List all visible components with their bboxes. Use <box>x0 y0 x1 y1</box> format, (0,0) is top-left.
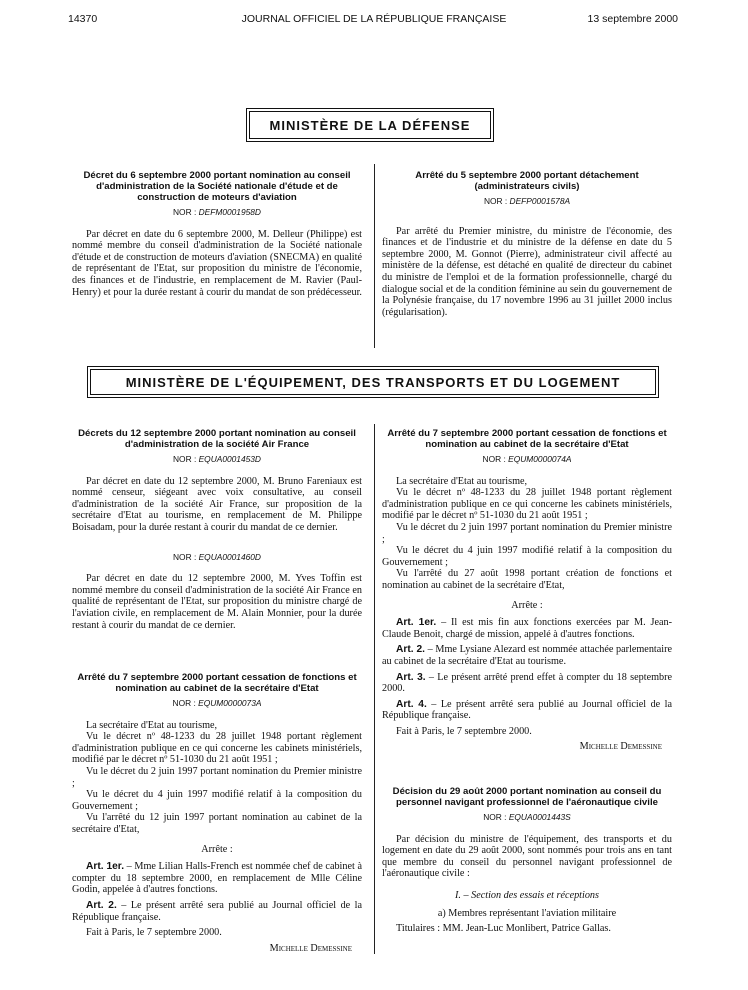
nor-code: EQUA0001453D <box>198 454 261 464</box>
nor-code: EQUA0001460D <box>198 551 261 562</box>
page-header <box>0 10 748 26</box>
visa-line: Vu le décret nº 48-1233 du 28 juillet 1948 portant règlement d'administration publique en ce qui concerne les cabinets ministériels, modifié par le décret nº 51-1030 du 21 août 1951 ; <box>382 487 672 522</box>
decree-body-a: Par décret en date du 12 septembre 2000, M. Bruno Fareniaux est nommé censeur, siégeant avec voix consultative, au conseil d'administration de la société Air France, sur proposition de la secrétaire d'Etat au tourisme, en remplacement de M. Philippe Boisadam, pour la durée restant à courir du mandat de ce dernier. <box>72 475 362 533</box>
visa-line: Vu le décret du 4 juin 1997 modifié relatif à la composition du Gouvernement ; <box>72 789 362 812</box>
arrete-label: Arrête : <box>511 599 543 611</box>
ministry-defense-title: MINISTÈRE DE LA DÉFENSE <box>249 111 491 139</box>
nor-code: EQUM0000073A <box>198 698 262 708</box>
done-at: Fait à Paris, le 7 septembre 2000. <box>86 927 222 939</box>
journal-title: JOURNAL OFFICIEL DE LA RÉPUBLIQUE FRANÇAISE <box>241 13 507 25</box>
decision-personnel-navigant <box>382 786 672 935</box>
article-text: – Le présent arrêté sera publié au Journal officiel de la République française. <box>72 899 363 923</box>
decrees-title: Décrets du 12 septembre 2000 portant nomination au conseil d'administration de la société Air France <box>78 428 356 450</box>
nor-label: NOR : <box>172 698 196 708</box>
ministry-equipment-heading <box>87 366 659 398</box>
nor-reference <box>72 698 362 710</box>
titulaires-line: Titulaires : MM. Jean-Luc Monlibert, Patrice Gallas. <box>396 923 611 935</box>
visa-line: Vu le décret nº 48-1233 du 28 juillet 1948 portant règlement d'administration publique en ce qui concerne les cabinets ministériels, modifié par le décret nº 51-1030 du 21 août 1951 ; <box>72 731 362 766</box>
ministry-equipment-title: MINISTÈRE DE L'ÉQUIPEMENT, DES TRANSPORTS ET DU LOGEMENT <box>90 369 656 395</box>
decree-snecma <box>72 170 362 298</box>
article-label: Art. 1er. <box>86 861 125 873</box>
nor-label: NOR : <box>482 454 506 464</box>
nor-code: EQUM0000074A <box>508 454 572 464</box>
nor-reference <box>382 196 672 208</box>
column-divider <box>374 164 375 348</box>
page-number: 14370 <box>68 13 98 25</box>
arrete-detachement <box>382 170 672 318</box>
nor-label: NOR : <box>173 551 197 562</box>
subsection-heading: a) Membres représentant l'aviation militaire <box>437 907 617 919</box>
nor-reference-b <box>72 552 362 564</box>
arrete-body: Par arrêté du Premier ministre, du ministre de l'économie, des finances et de l'industrie et du ministre de la défense en date du 5 septembre 2000, M. Gonnot (Pierre), administrateur civil affecté au ministère de la défense, est détaché en qualité de directeur du cabinet du ministre de l'emploi et de la formation professionnelle, chargé du dialogue social et de la condition féminine au sein du gouvernement de la Polynésie française, du 17 novembre 1996 au 31 juillet 2000 inclus (régularisation). <box>382 225 672 318</box>
article-text: – Mme Lilian Halls-French est nommée chef de cabinet à compter du 18 septembre 2000, en remplacement de Mlle Céline Godin, appelée à d'autres fonctions. <box>72 861 362 896</box>
article-4 <box>382 699 672 722</box>
signature: Michelle Demessine <box>579 741 662 753</box>
arrete-title: Arrêté du 5 septembre 2000 portant détachement (administrateurs civils) <box>415 170 639 192</box>
nor-reference <box>382 812 672 824</box>
visa-line: Vu le décret du 4 juin 1997 modifié relatif à la composition du Gouvernement ; <box>382 545 672 568</box>
article-text: – Mme Lysiane Alezard est nommée attachée parlementaire au cabinet de la secrétaire d'Etat au tourisme. <box>382 644 673 667</box>
article-3 <box>382 672 672 695</box>
nor-reference <box>72 207 362 219</box>
visa-line: Vu l'arrêté du 12 juin 1997 portant nomination au cabinet de la secrétaire d'Etat, <box>72 812 362 835</box>
nor-code: DEFM0001958D <box>198 207 261 217</box>
decree-body-b: Par décret en date du 12 septembre 2000, M. Yves Toffin est nommé membre du conseil d'administration de la société Air France en qualité de représentant de l'Etat, sur proposition du ministre chargé de l'aviation civile, en remplacement de M. Alain Monnier, pour la durée restant à courir du mandat de ce dernier. <box>72 573 362 631</box>
article-text: – Le présent arrêté prend effet à compter du 18 septembre 2000. <box>382 671 673 695</box>
nor-reference-a <box>72 454 362 466</box>
ministry-defense-heading <box>246 108 494 142</box>
article-label: Art. 2. <box>86 899 117 911</box>
arrete-cabinet-2 <box>382 428 672 753</box>
article-label: Art. 3. <box>396 671 426 683</box>
arrete-label: Arrête : <box>201 843 233 855</box>
article-1 <box>72 861 362 896</box>
article-text: – Il est mis fin aux fonctions exercées par M. Jean-Claude Benoit, chargé de mission, appelé à d'autres fonctions. <box>382 617 672 640</box>
nor-label: NOR : <box>173 207 197 217</box>
article-2 <box>72 900 362 923</box>
nor-code: DEFP0001578A <box>509 196 571 206</box>
article-label: Art. 1er. <box>396 617 437 629</box>
decrees-air-france <box>72 428 362 631</box>
nor-label: NOR : <box>483 196 508 206</box>
article-2 <box>382 644 672 667</box>
arrete-title: Arrêté du 7 septembre 2000 portant cessation de fonctions et nomination au cabinet de la secrétaire d'Etat <box>77 672 357 694</box>
issue-date: 13 septembre 2000 <box>587 13 678 25</box>
visa-line: La secrétaire d'Etat au tourisme, <box>396 475 528 487</box>
arrete-title: Arrêté du 7 septembre 2000 portant cessation de fonctions et nomination au cabinet de la secrétaire d'Etat <box>387 428 667 450</box>
visa-line: La secrétaire d'Etat au tourisme, <box>86 719 218 731</box>
decree-title: Décret du 6 septembre 2000 portant nomination au conseil d'administration de la Société nationale d'étude et de construction de moteurs d'aviation <box>83 170 351 203</box>
column-divider <box>374 424 375 954</box>
done-at: Fait à Paris, le 7 septembre 2000. <box>396 725 532 737</box>
nor-label: NOR : <box>173 454 197 464</box>
arrete-cabinet-1 <box>72 672 362 954</box>
article-text: – Le présent arrêté sera publié au Journal officiel de la République française. <box>382 698 673 722</box>
nor-code: EQUA0001443S <box>508 812 571 822</box>
decision-title: Décision du 29 août 2000 portant nomination au conseil du personnel navigant professionnel de l'aéronautique civile <box>392 786 662 808</box>
visa-line: Vu le décret du 2 juin 1997 portant nomination du Premier ministre ; <box>382 521 672 545</box>
signature: Michelle Demessine <box>269 942 352 954</box>
article-label: Art. 4. <box>396 698 427 710</box>
nor-reference <box>382 454 672 466</box>
nor-label: NOR : <box>483 812 507 822</box>
visa-line: Vu l'arrêté du 27 août 1998 portant création de fonctions et nomination au cabinet de la secrétaire d'Etat, <box>382 568 672 591</box>
article-1 <box>382 617 672 640</box>
section-heading: I. – Section des essais et réceptions <box>454 889 599 901</box>
decree-body: Par décret en date du 6 septembre 2000, M. Delleur (Philippe) est nommé membre du conseil d'administration de la Société nationale d'étude et de construction de moteurs d'aviation (SNECMA) en qualité de représentant de l'Etat, sur proposition du ministre de l'économie, des finances et de l'industrie, en remplacement de M. Ravier (Paul-Henry) et pour la durée restant à courir du mandat de son prédécesseur. <box>72 228 362 298</box>
decision-body: Par décision du ministre de l'équipement, des transports et du logement en date du 29 août 2000, sont nommés pour trois ans en tant que membre du conseil du personnel navigant professionnel de l'aéronautique civile : <box>382 833 672 880</box>
article-label: Art. 2. <box>396 644 425 656</box>
visa-line: Vu le décret du 2 juin 1997 portant nomination du Premier ministre ; <box>72 765 362 789</box>
